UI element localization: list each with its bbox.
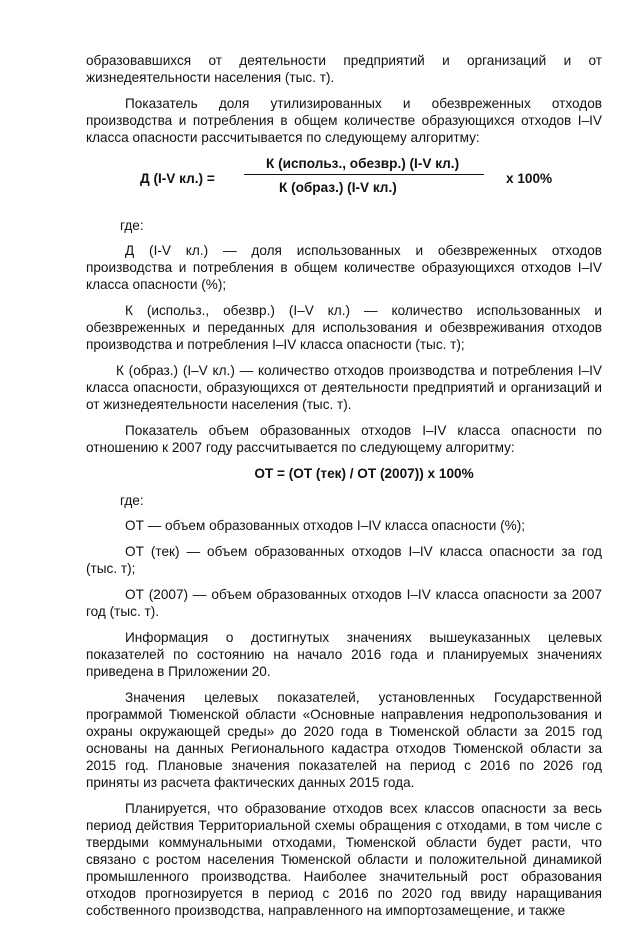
formula-share xyxy=(86,155,602,205)
definition-ot-current: ОТ (тек) — объем образованных отходов I–IV класса опасности за год (тыс. т); xyxy=(86,544,602,576)
paragraph-target-values: Значения целевых показателей, установленных Государственной программой Тюменской области «Основные направления недропользования и охраны окружающей среды» до 2020 года в Тюменской области за 2015 год основаны на данных Регионального кадастра отходов Тюменской области за 2015 год. Плановые значения показателей на период с 2016 по 2026 год приняты из расчета фактических данных 2015 года. xyxy=(86,690,602,790)
paragraph-algorithm-share: Показатель доля утилизированных и обезвреженных отходов производства и потребления в общем количестве образующихся отходов I–IV класса опасности рассчитывается по следующему алгоритму: xyxy=(86,96,602,145)
formula-share-numerator: К (использ., обезвр.) (I-V кл.) xyxy=(266,156,460,171)
formula-volume: ОТ = (ОТ (тек) / ОТ (2007)) х 100% xyxy=(254,466,474,481)
where-label-2: где: xyxy=(120,493,144,508)
formula-share-lhs: Д (I-V кл.) = xyxy=(140,171,215,186)
definition-formed-amount: К (образ.) (I–V кл.) — количество отходов производства и потребления I–IV класса опасности, образующихся от деятельности предприятий и организаций и от жизнедеятельности населения (тыс. т). xyxy=(86,363,602,412)
document-page xyxy=(86,52,602,928)
definition-ot-2007: ОТ (2007) — объем образованных отходов I–IV класса опасности за 2007 год (тыс. т). xyxy=(86,587,602,619)
paragraph-algorithm-volume: Показатель объем образованных отходов I–IV класса опасности по отношению к 2007 году рассчитывается по следующему алгоритму: xyxy=(86,423,602,455)
where-label-1: где: xyxy=(120,218,144,233)
definition-ot: ОТ — объем образованных отходов I–IV класса опасности (%); xyxy=(125,518,526,533)
definition-share: Д (I-V кл.) — доля использованных и обезвреженных отходов производства и потребления в общем количестве образующихся отходов I–IV класса опасности (%); xyxy=(86,243,602,292)
paragraph-planning: Планируется, что образование отходов всех классов опасности за весь период действия Территориальной схемы обращения с отходами, в том числе с твердыми коммунальными отходами, Тюменской области будет расти, что связано с ростом населения Тюменской области и положительной динамикой промышленного производства. Наиболее значительный рост образования отходов прогнозируется в период с 2016 по 2020 год ввиду наращивания собственного производства, направленного на импортозамещение, и также xyxy=(86,801,602,918)
definition-used-amount: К (использ., обезвр.) (I–V кл.) — количество использованных и обезвреженных и переданных для использования и обезвреживания отходов производства и потребления I–IV класса опасности (тыс. т); xyxy=(86,303,602,352)
formula-share-denominator: К (образ.) (I-V кл.) xyxy=(279,180,397,195)
fraction-bar xyxy=(244,174,484,175)
paragraph-continuation: образовавшихся от деятельности предприятий и организаций и от жизнедеятельности населения (тыс. т). xyxy=(86,53,602,85)
formula-share-multiplier: х 100% xyxy=(506,171,553,186)
paragraph-information: Информация о достигнутых значениях вышеуказанных целевых показателей по состоянию на начало 2016 года и планируемых значениях приведена в Приложении 20. xyxy=(86,630,602,679)
